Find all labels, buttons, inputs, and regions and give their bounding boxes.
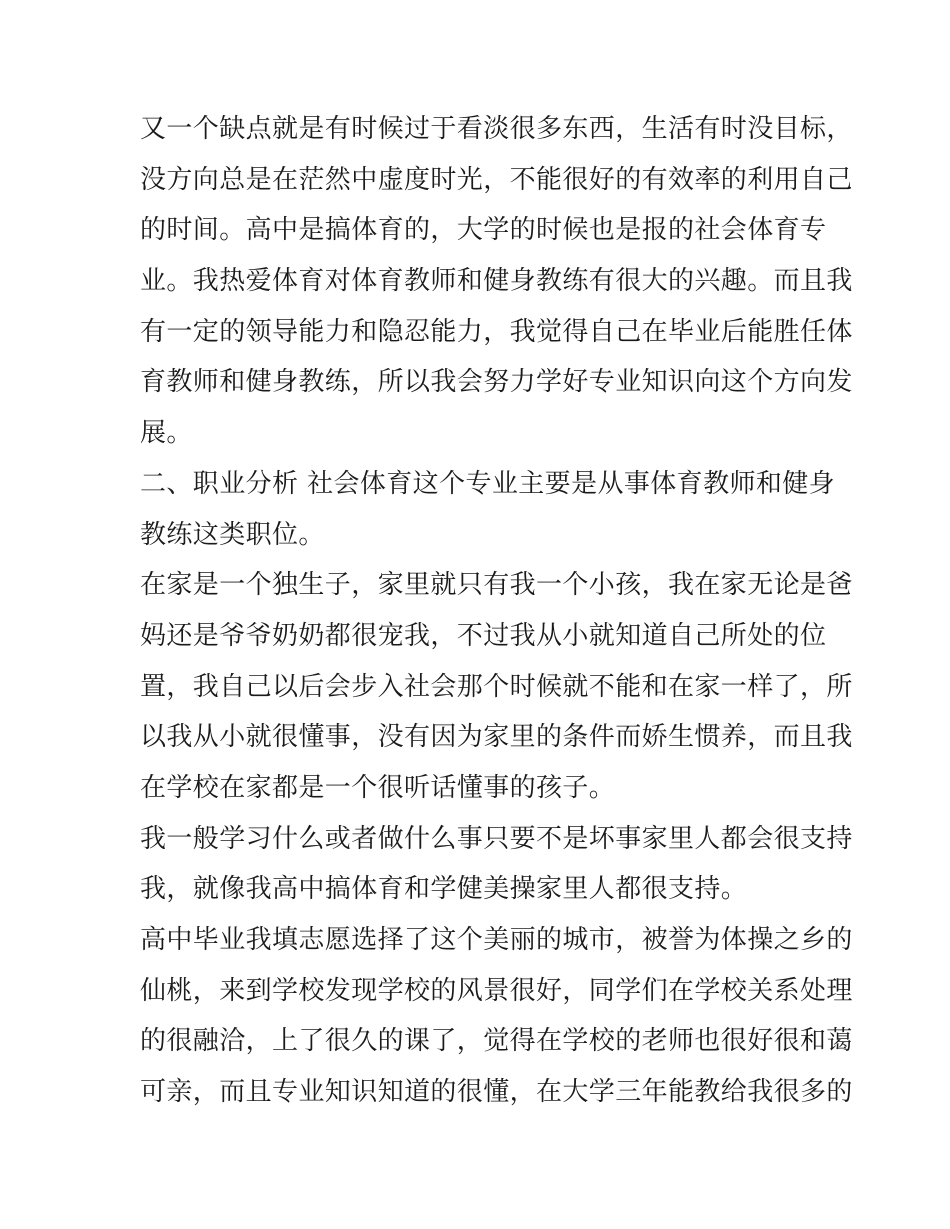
text-line: 教练这类职位。 [140,519,325,550]
text-line: 可亲，而且专业知识知道的很懂，在大学三年能教给我很多的 [140,1077,853,1108]
text-line: 以我从小就很懂事，没有因为家里的条件而娇生惯养，而且我 [140,722,853,753]
text-line: 我一般学习什么或者做什么事只要不是坏事家里人都会很支持 [140,823,853,854]
text-line: 有一定的领导能力和隐忍能力，我觉得自己在毕业后能胜任体 [140,316,853,347]
text-line: 展。 [140,418,193,449]
document-body [140,104,853,1118]
text-line: 在家是一个独生子，家里就只有我一个小孩，我在家无论是爸 [140,570,853,601]
text-line: 业。我热爱体育对体育教师和健身教练有很大的兴趣。而且我 [140,266,853,297]
text-line: 置，我自己以后会步入社会那个时候就不能和在家一样了，所 [140,671,853,702]
section-heading-line: 二、职业分析 社会体育这个专业主要是从事体育教师和健身 [140,468,836,499]
text-line: 又一个缺点就是有时候过于看淡很多东西，生活有时没目标， [140,114,853,144]
text-line: 仙桃，来到学校发现学校的风景很好，同学们在学校关系处理 [140,975,853,1006]
text-line: 妈还是爷爷奶奶都很宠我，不过我从小就知道自己所处的位 [140,620,827,651]
text-line: 的很融洽，上了很久的课了，觉得在学校的老师也很好很和蔼 [140,1026,853,1057]
text-line: 的时间。高中是搞体育的，大学的时候也是报的社会体育专 [140,215,827,246]
text-line: 育教师和健身教练，所以我会努力学好专业知识向这个方向发 [140,367,853,398]
text-line: 我，就像我高中搞体育和学健美操家里人都很支持。 [140,874,748,905]
text-line: 在学校在家都是一个很听话懂事的孩子。 [140,772,616,803]
text-line: 高中毕业我填志愿选择了这个美丽的城市，被誉为体操之乡的 [140,925,853,955]
text-line: 没方向总是在茫然中虚度时光，不能很好的有效率的利用自己 [140,164,853,195]
